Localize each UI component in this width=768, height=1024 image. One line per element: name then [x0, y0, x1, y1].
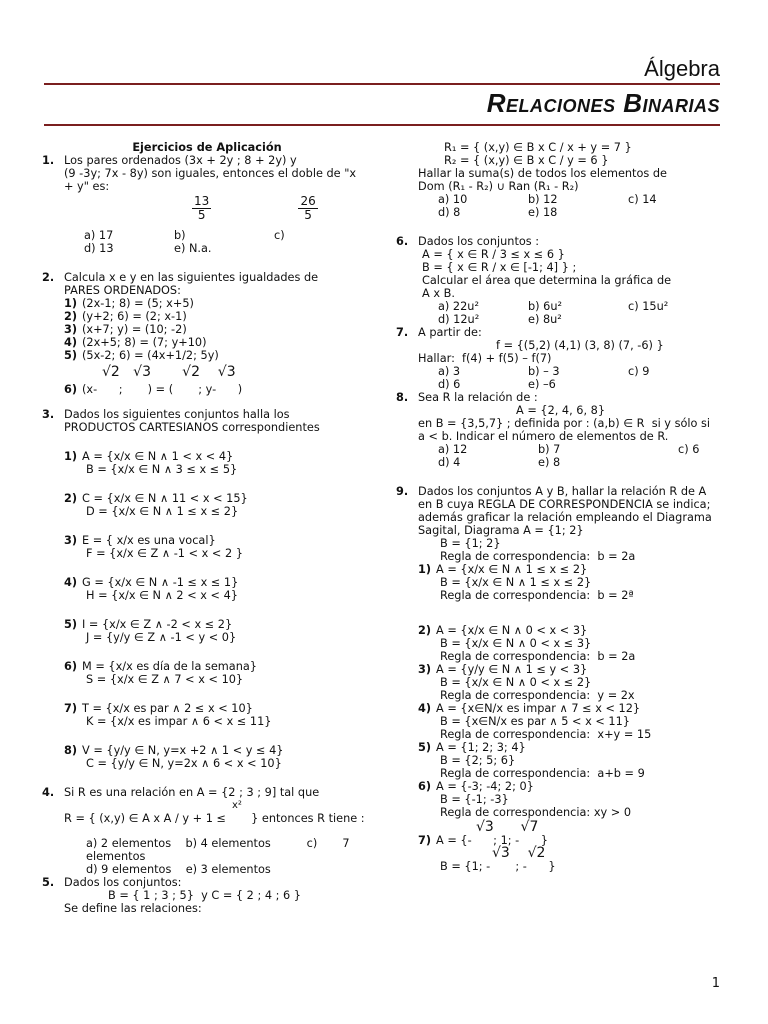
option: b) 12: [528, 193, 558, 206]
item-text: B = {1; - ; - }: [440, 860, 556, 873]
item-text: E = { x/x es una vocal}: [82, 534, 216, 547]
item-number: 5): [64, 349, 78, 362]
option: b) 7: [538, 443, 561, 456]
root-symbols: √3 √7: [476, 819, 539, 835]
problem-number: 3.: [42, 408, 55, 421]
item-text: S = {x/x ∈ Z ∧ 7 < x < 10}: [86, 673, 244, 686]
option: a) 22u²: [438, 300, 479, 313]
item-text: C = {y/y ∈ N, y=2x ∧ 6 < x < 10}: [86, 757, 282, 770]
problem-text: Calcula x e y en las siguientes igualdades de: [64, 271, 319, 284]
item-text: C = {x/x ∈ N ∧ 11 < x < 15}: [82, 492, 248, 505]
subject-heading: Álgebra: [644, 56, 720, 81]
problem-number: 8.: [396, 391, 409, 404]
fraction: $\frac{26}{5}$: [300, 194, 316, 222]
problem-number: 7.: [396, 326, 409, 339]
option: e) 8: [538, 456, 561, 469]
fraction-options: [42, 195, 372, 229]
problem-text: A = {2, 4, 6, 8}: [516, 404, 606, 417]
option: e) 18: [528, 206, 558, 219]
problem-number: 6.: [396, 235, 409, 248]
problem-number: 4.: [42, 786, 55, 799]
problem-text: Se define las relaciones:: [64, 902, 202, 915]
item-text: B = {x/x ∈ N ∧ 0 < x ≤ 3}: [440, 637, 592, 650]
item-text: B = {x∈N/x es par ∧ 5 < x < 11}: [440, 715, 630, 728]
header-rule-top: [44, 83, 720, 85]
problem-text: A x B.: [422, 287, 455, 300]
problem-text: además graficar la relación empleando el Diagrama: [418, 511, 712, 524]
option: d) 4: [438, 456, 461, 469]
answer-options: elementos: [86, 850, 146, 863]
item-text: A = {x/x ∈ N ∧ 1 < x < 4}: [82, 450, 234, 463]
item-number: 8): [64, 744, 78, 757]
problem-text: R = { (x,y) ∈ A x A / y + 1 ≤ } entonces R tiene :: [64, 812, 365, 825]
item-text: Regla de correspondencia: b = 2a: [440, 650, 636, 663]
problem-text: PRODUCTOS CARTESIANOS correspondientes: [64, 421, 320, 434]
problem-text: Dados los siguientes conjuntos halla los: [64, 408, 290, 421]
problem-text: Los pares ordenados (3x + 2y ; 8 + 2y) y: [64, 154, 297, 167]
option: c) 14: [628, 193, 657, 206]
item-text: J = {y/y ∈ Z ∧ -1 < y < 0}: [86, 631, 237, 644]
option: c) 6: [678, 443, 700, 456]
option: a) 10: [438, 193, 468, 206]
item-text: A = {-3; -4; 2; 0}: [436, 780, 534, 793]
item-text: V = {y/y ∈ N, y=x +2 ∧ 1 < y ≤ 4}: [82, 744, 284, 757]
item-text: (x+7; y) = (10; -2): [82, 323, 187, 336]
option: e) N.a.: [174, 242, 212, 255]
item-text: T = {x/x es par ∧ 2 ≤ x < 10}: [82, 702, 253, 715]
item-text: B = {2; 5; 6}: [440, 754, 516, 767]
item-text: (2x+5; 8) = (7; y+10): [82, 336, 207, 349]
item-number: 1): [64, 297, 78, 310]
item-text: (2x-1; 8) = (5; x+5): [82, 297, 194, 310]
problem-text: Calcular el área que determina la gráfica de: [422, 274, 672, 287]
option: c): [274, 229, 285, 242]
item-number: 4): [64, 336, 78, 349]
item-text: Regla de correspondencia: a+b = 9: [440, 767, 645, 780]
problem-2: [42, 271, 372, 396]
item-text: K = {x/x es impar ∧ 6 < x ≤ 11}: [86, 715, 272, 728]
item-text: I = {x/x ∈ Z ∧ -2 < x ≤ 2}: [82, 618, 233, 631]
item-number: 4): [418, 702, 432, 715]
problem-5-continued: [396, 141, 728, 219]
item-text: Regla de correspondencia: xy > 0: [440, 806, 632, 819]
problem-text: (9 -3y; 7x - 8y) son iguales, entonces el doble de "x: [64, 167, 357, 180]
item-number: 3): [64, 534, 78, 547]
right-column: [396, 141, 728, 873]
item-number: 7): [64, 702, 78, 715]
option: d) 12u²: [438, 313, 480, 326]
problem-text: Sagital, Diagrama A = {1; 2}: [418, 524, 584, 537]
problem-8: [396, 391, 728, 469]
item-text: G = {x/x ∈ N ∧ -1 ≤ x ≤ 1}: [82, 576, 239, 589]
item-text: A = {- ; 1; - }: [436, 834, 548, 847]
option: a) 3: [438, 365, 461, 378]
item-number: 7): [418, 834, 432, 847]
option: e) –6: [528, 378, 556, 391]
problem-1: [42, 154, 372, 255]
option: b) 6u²: [528, 300, 563, 313]
item-text: B = {-1; -3}: [440, 793, 509, 806]
item-number: 6): [64, 660, 78, 673]
root-symbols: √3 √2: [492, 845, 546, 861]
item-number: 5): [418, 741, 432, 754]
option: b) – 3: [528, 365, 560, 378]
page-number: 1: [711, 976, 720, 991]
item-text: A = {x∈N/x es impar ∧ 7 ≤ x < 12}: [436, 702, 641, 715]
item-number: 2): [418, 624, 432, 637]
problem-5: [42, 876, 372, 915]
option: a) 17: [84, 229, 114, 242]
problem-text: B = { x ∈ R / x ∈ [-1; 4] } ;: [422, 261, 577, 274]
item-text: B = {x/x ∈ N ∧ 3 ≤ x ≤ 5}: [86, 463, 238, 476]
item-text: F = {x/x ∈ Z ∧ -1 < x < 2 }: [86, 547, 243, 560]
item-text: (y+2; 6) = (2; x-1): [82, 310, 187, 323]
problem-text: A partir de:: [418, 326, 482, 339]
answer-options: [42, 229, 372, 255]
answer-options: [396, 365, 728, 391]
problem-text: Dom (R₁ - R₂) ∪ Ran (R₁ - R₂): [418, 180, 579, 193]
root-symbols: √2 √3 √2 √3: [102, 364, 236, 380]
item-text: Regla de correspondencia: x+y = 15: [440, 728, 652, 741]
problem-text: f = {(5,2) (4,1) (3, 8) (7, -6) }: [496, 339, 664, 352]
answer-options: d) 9 elementos e) 3 elementos: [86, 863, 271, 876]
problem-text: en B = {3,5,7} ; definida por : (a,b) ∈ R si y sólo si: [418, 417, 711, 430]
problem-number: 5.: [42, 876, 55, 889]
fraction: $\frac{13}{5}$: [194, 194, 210, 222]
section-title: Ejercicios de Aplicación: [132, 141, 282, 154]
item-text: A = {1; 2; 3; 4}: [436, 741, 526, 754]
item-number: 3): [418, 663, 432, 676]
item-number: 5): [64, 618, 78, 631]
option: d) 8: [438, 206, 461, 219]
problem-3: [42, 408, 372, 770]
item-text: A = {y/y ∈ N ∧ 1 ≤ y < 3}: [436, 663, 588, 676]
problem-text: B = { 1 ; 3 ; 5} y C = { 2 ; 4 ; 6 }: [108, 889, 301, 902]
option: d) 13: [84, 242, 114, 255]
item-number: 2): [64, 310, 78, 323]
item-number: 1): [64, 450, 78, 463]
left-column: [42, 141, 372, 915]
item-text: H = {x/x ∈ N ∧ 2 < x < 4}: [86, 589, 238, 602]
item-text: D = {x/x ∈ N ∧ 1 ≤ x ≤ 2}: [86, 505, 239, 518]
problem-text: Hallar: f(4) + f(5) – f(7): [418, 352, 552, 365]
option: c) 15u²: [628, 300, 669, 313]
answer-options: a) 2 elementos b) 4 elementos c) 7: [86, 837, 350, 850]
item-text: (x- ; ) = ( ; y- ): [82, 383, 243, 396]
problem-text: Si R es una relación en A = {2 ; 3 ; 9] tal que: [64, 786, 320, 799]
option: b): [174, 229, 186, 242]
problem-text: B = {1; 2}: [440, 537, 501, 550]
item-number: 3): [64, 323, 78, 336]
item-text: Regla de correspondencia: b = 2ª: [440, 589, 634, 602]
item-number: 1): [418, 563, 432, 576]
problem-text: Dados los conjuntos A y B, hallar la relación R de A: [418, 485, 707, 498]
option: d) 6: [438, 378, 461, 391]
item-text: B = {x/x ∈ N ∧ 0 < x ≤ 2}: [440, 676, 592, 689]
page-title: Relaciones Binarias: [486, 88, 720, 118]
answer-options: [396, 193, 728, 219]
exponent: x²: [232, 800, 242, 811]
problem-text: Dados los conjuntos :: [418, 235, 540, 248]
problem-7: [396, 326, 728, 391]
problem-text: a < b. Indicar el número de elementos de R.: [418, 430, 669, 443]
item-number: 4): [64, 576, 78, 589]
problem-text: Hallar la suma(s) de todos los elementos de: [418, 167, 668, 180]
item-number: 2): [64, 492, 78, 505]
problem-9: [396, 485, 728, 873]
item-text: A = {x/x ∈ N ∧ 1 ≤ x ≤ 2}: [436, 563, 588, 576]
problem-text: R₁ = { (x,y) ∈ B x C / x + y = 7 }: [444, 141, 632, 154]
option: c) 9: [628, 365, 650, 378]
item-number: 6): [64, 383, 78, 396]
problem-text: Dados los conjuntos:: [64, 876, 182, 889]
problem-text: Regla de correspondencia: b = 2a: [440, 550, 636, 563]
problem-text: en B cuya REGLA DE CORRESPONDENCIA se indica;: [418, 498, 711, 511]
item-text: A = {x/x ∈ N ∧ 0 < x < 3}: [436, 624, 588, 637]
problem-text: Sea R la relación de :: [418, 391, 538, 404]
header-rule-bottom: [44, 124, 720, 126]
item-text: B = {x/x ∈ N ∧ 1 ≤ x ≤ 2}: [440, 576, 592, 589]
problem-number: 2.: [42, 271, 55, 284]
problem-number: 9.: [396, 485, 409, 498]
problem-text: + y" es:: [64, 180, 110, 193]
problem-text: R₂ = { (x,y) ∈ B x C / y = 6 }: [444, 154, 609, 167]
problem-4: [42, 786, 372, 876]
item-number: 6): [418, 780, 432, 793]
option: e) 8u²: [528, 313, 562, 326]
item-text: M = {x/x es día de la semana}: [82, 660, 257, 673]
item-text: (5x-2; 6) = (4x+1/2; 5y): [82, 349, 219, 362]
option: a) 12: [438, 443, 468, 456]
item-text: Regla de correspondencia: y = 2x: [440, 689, 635, 702]
answer-options: [396, 300, 728, 326]
answer-options: [396, 443, 728, 469]
problem-text: PARES ORDENADOS:: [64, 284, 181, 297]
problem-text: A = { x ∈ R / 3 ≤ x ≤ 6 }: [422, 248, 565, 261]
problem-6: [396, 235, 728, 326]
problem-number: 1.: [42, 154, 55, 167]
